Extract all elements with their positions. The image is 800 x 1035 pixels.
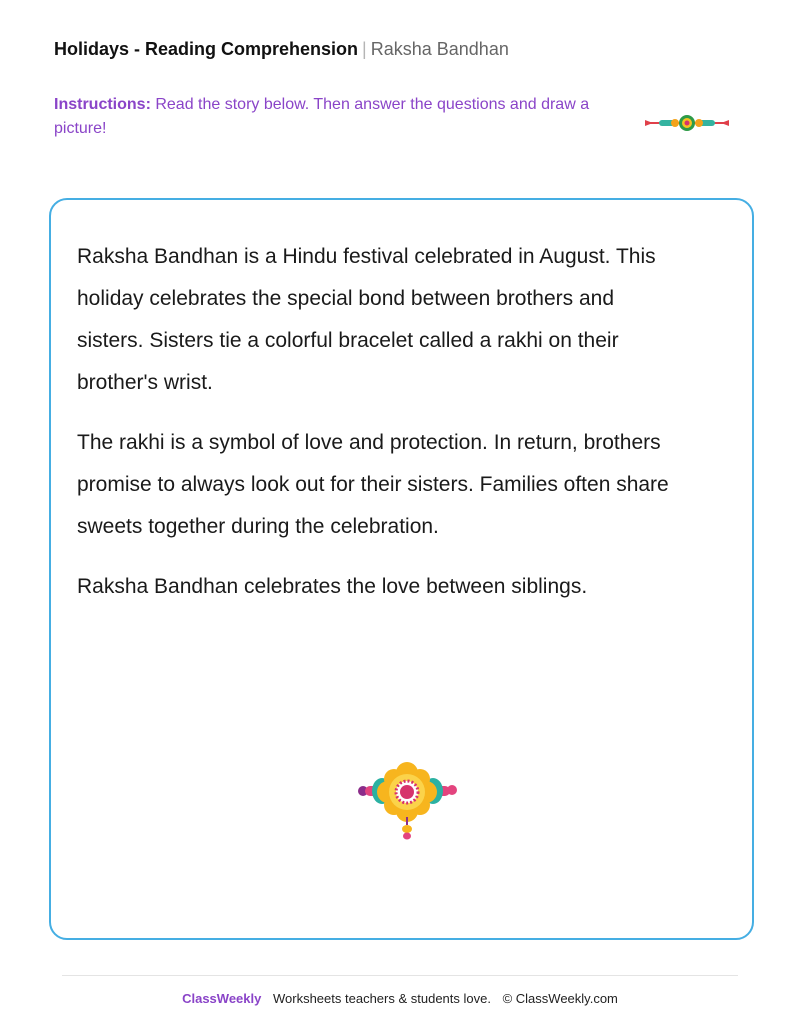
- rakhi-flower-icon: [355, 755, 460, 843]
- worksheet-subtitle: Raksha Bandhan: [370, 39, 509, 59]
- worksheet-header: [54, 37, 509, 61]
- story-text: [77, 236, 677, 626]
- footer: [0, 990, 800, 1008]
- story-paragraph-2: The rakhi is a symbol of love and protection. In return, brothers promise to always look out for their sisters. Families often share sweets together during the celebration.: [77, 431, 669, 538]
- rakhi-bracelet-icon: [645, 112, 729, 134]
- instructions: [54, 93, 614, 141]
- story-paragraph-1: Raksha Bandhan is a Hindu festival celebrated in August. This holiday celebrates the special bond between brothers and sisters. Sisters tie a colorful bracelet called a rakhi on their brother's wrist.: [77, 245, 656, 394]
- worksheet-title: Holidays - Reading Comprehension: [54, 39, 359, 59]
- story-paragraph-3: Raksha Bandhan celebrates the love between siblings.: [77, 575, 588, 598]
- footer-brand: ClassWeekly: [182, 991, 262, 1006]
- footer-divider: [62, 975, 738, 976]
- instructions-text: Read the story below. Then answer the questions and draw a picture!: [54, 96, 590, 137]
- footer-copyright: © ClassWeekly.com: [502, 991, 618, 1006]
- footer-tagline: Worksheets teachers & students love.: [272, 991, 491, 1006]
- title-separator: |: [362, 39, 367, 59]
- instructions-label: Instructions:: [54, 96, 151, 113]
